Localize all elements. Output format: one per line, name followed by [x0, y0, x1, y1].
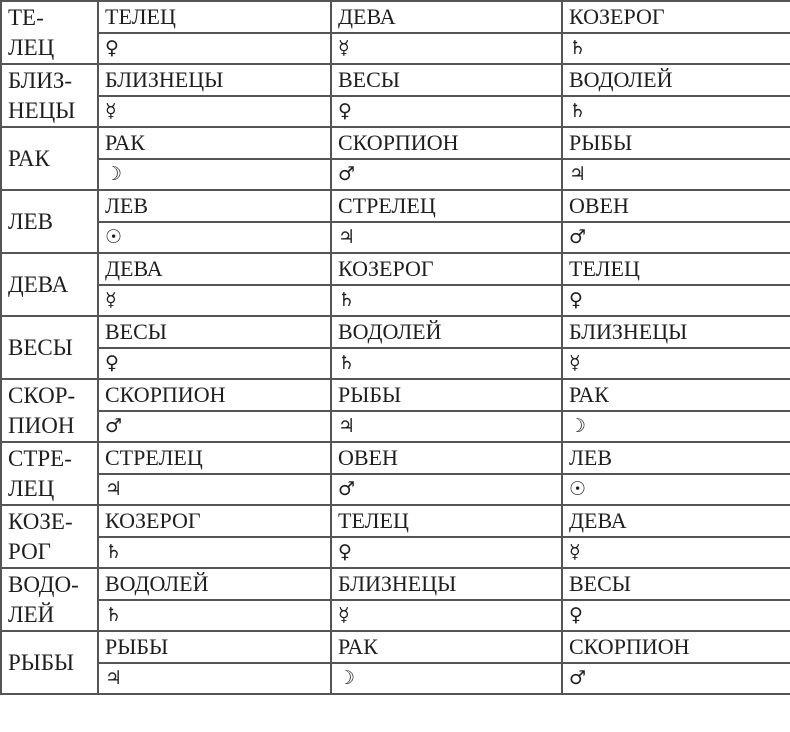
jupiter-icon: ♃ [331, 411, 562, 443]
sign-name-cell: БЛИЗНЕЦЫ [562, 316, 790, 348]
moon-icon: ☽ [98, 159, 331, 191]
saturn-icon: ♄ [98, 600, 331, 632]
mercury-icon: ☿ [562, 348, 790, 380]
sign-name-cell: ТЕЛЕЦ [331, 505, 562, 537]
jupiter-icon: ♃ [562, 159, 790, 191]
sign-name-cell: КОЗЕРОГ [98, 505, 331, 537]
sign-name-cell: РАК [331, 631, 562, 663]
sign-name-cell: ТЕЛЕЦ [562, 253, 790, 285]
mercury-icon: ☿ [331, 600, 562, 632]
saturn-icon: ♄ [331, 348, 562, 380]
sign-name-cell: РАК [98, 127, 331, 159]
venus-icon: ♀ [98, 33, 331, 65]
table-row-names [1, 442, 790, 474]
sign-cell [1, 631, 98, 694]
table-row-symbols [1, 96, 790, 128]
venus-icon: ♀ [98, 348, 331, 380]
sign-label-line1: СКОР- [8, 382, 76, 408]
table-row-symbols [1, 600, 790, 632]
sign-label-line1: ЛЕВ [8, 208, 53, 234]
sign-name-cell: СТРЕЛЕЦ [98, 442, 331, 474]
sign-label-line2: ЛЕЦ [8, 34, 55, 60]
sign-name-cell: ВЕСЫ [331, 64, 562, 96]
table-row-names [1, 568, 790, 600]
sign-label-line1: БЛИЗ- [8, 67, 73, 93]
sign-name-cell: СКОРПИОН [562, 631, 790, 663]
sign-name-cell: СКОРПИОН [98, 379, 331, 411]
sign-cell [1, 64, 98, 127]
sign-name-cell: ДЕВА [98, 253, 331, 285]
mars-icon: ♂ [98, 411, 331, 443]
sign-label-line1: РЫБЫ [8, 649, 75, 675]
sun-icon: ☉ [98, 222, 331, 254]
sign-name-cell: ОВЕН [562, 190, 790, 222]
venus-icon: ♀ [562, 285, 790, 317]
table-row-names [1, 190, 790, 222]
sign-label-line2: ЛЕЦ [8, 475, 55, 501]
sign-name-cell: ДЕВА [562, 505, 790, 537]
table-row-symbols [1, 474, 790, 506]
table-row-symbols [1, 411, 790, 443]
mercury-icon: ☿ [562, 537, 790, 569]
mars-icon: ♂ [562, 663, 790, 695]
jupiter-icon: ♃ [331, 222, 562, 254]
saturn-icon: ♄ [98, 537, 331, 569]
table-body [1, 1, 790, 694]
mars-icon: ♂ [331, 159, 562, 191]
mars-icon: ♂ [562, 222, 790, 254]
sign-name-cell: РЫБЫ [98, 631, 331, 663]
sun-icon: ☉ [562, 474, 790, 506]
sign-cell [1, 379, 98, 442]
jupiter-icon: ♃ [98, 474, 331, 506]
table-row-symbols [1, 348, 790, 380]
moon-icon: ☽ [562, 411, 790, 443]
sign-name-cell: КОЗЕРОГ [331, 253, 562, 285]
sign-label-line1: КОЗЕ- [8, 508, 73, 534]
sign-label-line2: ПИОН [8, 412, 75, 438]
sign-cell [1, 253, 98, 316]
sign-name-cell: РАК [562, 379, 790, 411]
jupiter-icon: ♃ [98, 663, 331, 695]
mars-icon: ♂ [331, 474, 562, 506]
sign-name-cell: ОВЕН [331, 442, 562, 474]
sign-cell [1, 568, 98, 631]
sign-cell [1, 442, 98, 505]
moon-icon: ☽ [331, 663, 562, 695]
sign-name-cell: СКОРПИОН [331, 127, 562, 159]
saturn-icon: ♄ [562, 33, 790, 65]
venus-icon: ♀ [562, 600, 790, 632]
table-row-symbols [1, 159, 790, 191]
sign-label-line1: РАК [8, 145, 50, 171]
sign-label-line1: ВОДО- [8, 571, 79, 597]
sign-cell [1, 505, 98, 568]
saturn-icon: ♄ [562, 96, 790, 128]
sign-name-cell: КОЗЕРОГ [562, 1, 790, 33]
table-row-names [1, 631, 790, 663]
sign-label-line2: ЛЕЙ [8, 601, 55, 627]
sign-name-cell: ВЕСЫ [562, 568, 790, 600]
sign-name-cell: РЫБЫ [562, 127, 790, 159]
table-row-symbols [1, 33, 790, 65]
sign-cell [1, 1, 98, 64]
table-row-names [1, 64, 790, 96]
sign-name-cell: ДЕВА [331, 1, 562, 33]
sign-cell [1, 127, 98, 190]
saturn-icon: ♄ [331, 285, 562, 317]
mercury-icon: ☿ [98, 285, 331, 317]
table-row-symbols [1, 285, 790, 317]
table-row-symbols [1, 663, 790, 695]
sign-label-line2: НЕЦЫ [8, 97, 76, 123]
sign-name-cell: ВЕСЫ [98, 316, 331, 348]
sign-name-cell: ВОДОЛЕЙ [331, 316, 562, 348]
sign-cell [1, 316, 98, 379]
sign-cell [1, 190, 98, 253]
table-row-names [1, 127, 790, 159]
table-row-names [1, 253, 790, 285]
sign-label-line1: ДЕВА [8, 271, 69, 297]
sign-name-cell: ЛЕВ [98, 190, 331, 222]
mercury-icon: ☿ [331, 33, 562, 65]
venus-icon: ♀ [331, 96, 562, 128]
sign-name-cell: БЛИЗНЕЦЫ [98, 64, 331, 96]
sign-name-cell: ВОДОЛЕЙ [562, 64, 790, 96]
sign-name-cell: ТЕЛЕЦ [98, 1, 331, 33]
sign-label-line1: ТЕ- [8, 4, 44, 30]
sign-label-line1: СТРЕ- [8, 445, 72, 471]
sign-name-cell: ЛЕВ [562, 442, 790, 474]
table-row-symbols [1, 222, 790, 254]
sign-name-cell: РЫБЫ [331, 379, 562, 411]
table-row-names [1, 379, 790, 411]
table-row-names [1, 316, 790, 348]
sign-name-cell: БЛИЗНЕЦЫ [331, 568, 562, 600]
mercury-icon: ☿ [98, 96, 331, 128]
table-row-names [1, 505, 790, 537]
sign-label-line1: ВЕСЫ [8, 334, 73, 360]
sign-name-cell: СТРЕЛЕЦ [331, 190, 562, 222]
table-row-symbols [1, 537, 790, 569]
venus-icon: ♀ [331, 537, 562, 569]
table-row-names [1, 1, 790, 33]
sign-name-cell: ВОДОЛЕЙ [98, 568, 331, 600]
sign-label-line2: РОГ [8, 538, 51, 564]
